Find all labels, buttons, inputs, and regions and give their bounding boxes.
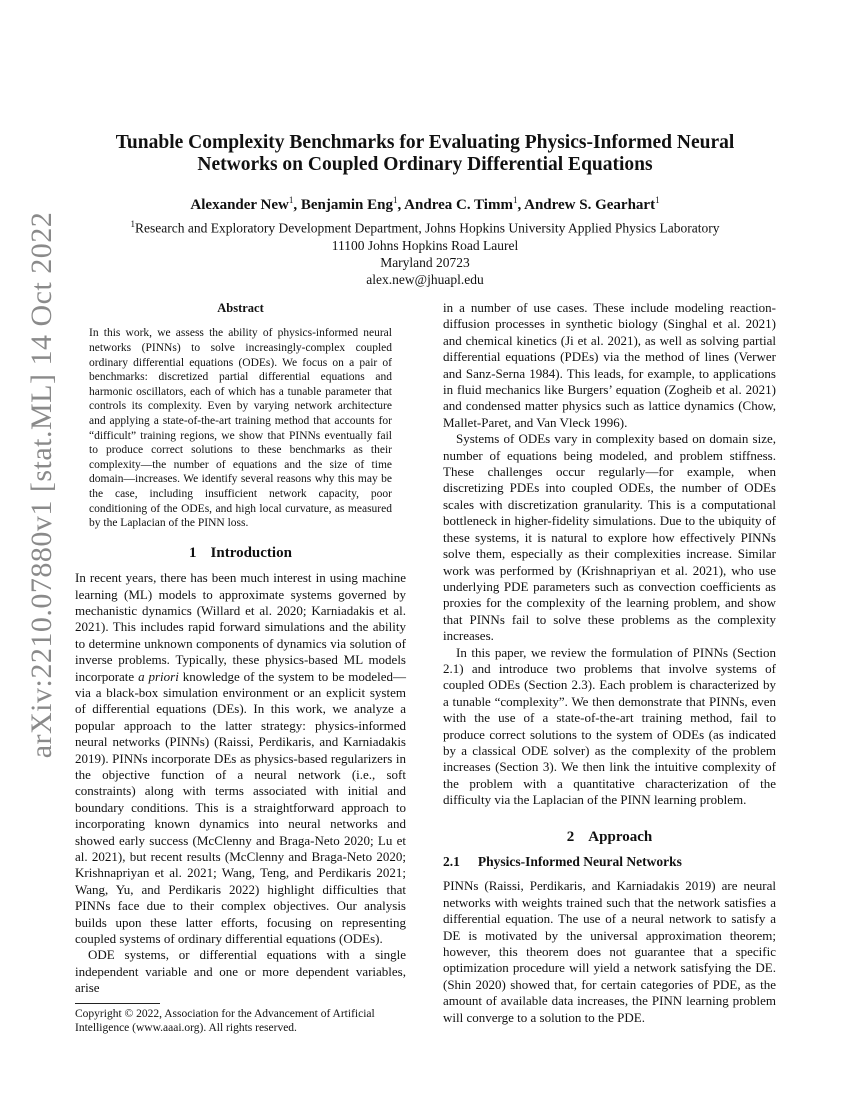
intro-paragraph-1 [75,570,406,947]
section-title: Introduction [210,544,292,561]
title-line-2: Networks on Coupled Ordinary Differential Equations [197,154,653,175]
abstract-text: In this work, we assess the ability of physics-informed neural networks (PINNs) to solve increasingly-complex coupled ordinary differential equations (ODEs). We focus on a pair of benchmarks: discretized partial differential equations and harmonic oscillators, each of which has a tunable parameter that controls its complexity. Even by varying network architecture and applying a state-of-the-art training method that accounts for “difficult” training regions, we show that PINNs eventually fail to produce correct solutions to these benchmarks as their complexity—the number of equations and the size of time domain—increases. We identify several reasons why this may be the case, including insufficient network capacity, poor conditioning of the ODEs, and high local curvature, as measured by the Laplacian of the PINN loss. [89,327,392,530]
abstract-heading: Abstract [217,301,264,315]
paper-title [90,132,760,176]
left-column [75,300,406,1035]
author-affil-sup: 1 [655,195,660,205]
affiliation-sup: 1 [130,219,135,229]
author-email: alex.new@jhuapl.edu [366,271,484,287]
paper-header [90,132,760,288]
affiliation [90,216,760,237]
subsection-title: Physics-Informed Neural Networks [477,854,682,869]
author-name: Alexander New [190,197,289,213]
approach-paragraph-1: PINNs (Raissi, Perdikaris, and Karniadakis 2019) are neural networks with weights trained such that the network satisfies a differential equation. The use of a neural network to satisfy a DE is motivated by the universal approximation theorem; however, this theorem does not guarantee that a specific optimization procedure will yield a network satisfying the DE. (Shin 2020) showed that, for certain categories of PDE, as the amount of available data increases, the PINN learning problem will converge to a solution to the PDE. [443,878,776,1025]
copyright-footnote: Copyright © 2022, Association for the Advancement of Artificial Intelligence (www.aaai.org). All rights reserved. [75,1007,375,1034]
author-affil-sup: 1 [392,195,398,205]
title-line-1: Tunable Complexity Benchmarks for Evaluating Physics-Informed Neural [115,132,735,153]
intro-paragraph-3: Systems of ODEs vary in complexity based on domain size, number of equations being modeled, and problem stiffness. These challenges occur regularly—for example, when discretizing PDEs into coupled ODEs, the number of ODEs scales with discretization granularity. This is a computational bottleneck in higher-fidelity simulations. Due to the ubiquity of these systems, it is natural to explore how effectively PINNs solve them, especially as their complexities increase. Similar work was performed by (Krishnapriyan et al. 2021), who use underlying PDE parameters such as convection coefficients as proxies for the complexity of the learning problem, and show that PINNs fail to solve these problems as the complexity increases. [443,431,776,644]
section-title: Approach [588,828,653,845]
right-column [443,300,776,1026]
intro-paragraph-2-start: ODE systems, or differential equations with a single independent variable and one or more dependent variables, arise [75,947,406,996]
section-number: 1 [189,544,197,561]
author-affil-sup: 1 [288,195,294,205]
intro-paragraph-2-cont: in a number of use cases. These include modeling reaction-diffusion processes in synthetic biology (Singhal et al. 2021) and chemical kinetics (Ji et al. 2021), as well as solving partial differential equations (PDEs) via the method of lines (Verwer and Sanz-Serna 1984). This leads, for example, to applications in fluid mechanics like Burgers’ equation (Zogheib et al. 2021) and condensed matter physics such as lattice dynamics (Chow, Mallet-Paret, and Van Vleck 1996). [443,300,776,430]
affiliation-block [90,216,760,288]
footnote-rule [75,1003,160,1004]
intro-paragraph-4: In this paper, we review the formulation of PINNs (Section 2.1) and introduce two problems that involve systems of coupled ODEs (Section 2.3). Each problem is characterized by a tunable “complexity”. We then demonstrate that PINNs, even with the use of a state-of-the-art training method, fail to produce correct solutions to the system of ODEs (as indicated by a classical ODE solver) as the complexity of the problem increases (Section 3). We then link the intuitive complexity of the problem with a quantitative characterization of the difficulty via the Laplacian of the PINN learning problem. [443,644,776,808]
author-name: Andrew S. Gearhart [524,197,656,213]
subsection-heading-pinns [443,854,776,870]
section-heading-approach [443,829,776,845]
intro-p1-text-a: In recent years, there has been much interest in using machine learning (ML) models to approximate systems governed by mechanistic dynamics (Willard et al. 2020; Karniadakis et al. 2021). This includes rapid forward simulations and the ability to determine unknown components of dynamics via solution of inverse problems. Typically, these physics-based ML models incorporate [75,570,406,684]
subsection-number: 2.1 [443,854,460,869]
author-name: Benjamin Eng [300,197,393,213]
intro-p1-text-b: knowledge of the system to be modeled—via a black-box simulation environment or an explicit system of differential equations (DEs). In this work, we analyze a popular approach to the latter strategy: physics-informed neural networks (PINNs) (Raissi, Perdikaris, and Karniadakis 2019). PINNs incorporate DEs as physics-based regularizers in the objective function of a neural network (i.e., soft constraints) along with terms associated with initial and boundary conditions. This is a straightforward approach to incorporating known dynamics into neural networks and showed early success (McClenny and Braga-Neto 2020; Lu et al. 2021), but recent results (McClenny and Braga-Neto 2020; Krishnapriyan et al. 2021; Wang, Teng, and Perdikaris 2021; Wang, Yu, and Perdikaris 2022) highlight difficulties that PINNs face due to their complex objectives. Our analysis builds upon these latter efforts, focusing on representing coupled systems of ordinary differential equations (ODEs). [75,668,406,947]
address-line-1: 11100 Johns Hopkins Road Laurel [331,237,519,253]
author-name: Andrea C. Timm [404,197,513,213]
affiliation-text: Research and Exploratory Development Department, Johns Hopkins University Applied Physics Laboratory [134,220,720,236]
intro-p1-emphasis: a priori [138,668,179,684]
arxiv-stamp: arXiv:2210.07880v1 [stat.ML] 14 Oct 2022 [25,211,58,759]
section-heading-introduction [75,545,406,561]
author-list: Alexander New$^1$, Benjamin Eng$^1$, Andrea C. Timm$^1$, Andrew S. Gearhart$^1$ [190,195,660,213]
address-line-2: Maryland 20723 [380,254,470,270]
author-affil-sup: 1 [512,195,518,205]
section-number: 2 [566,828,575,845]
